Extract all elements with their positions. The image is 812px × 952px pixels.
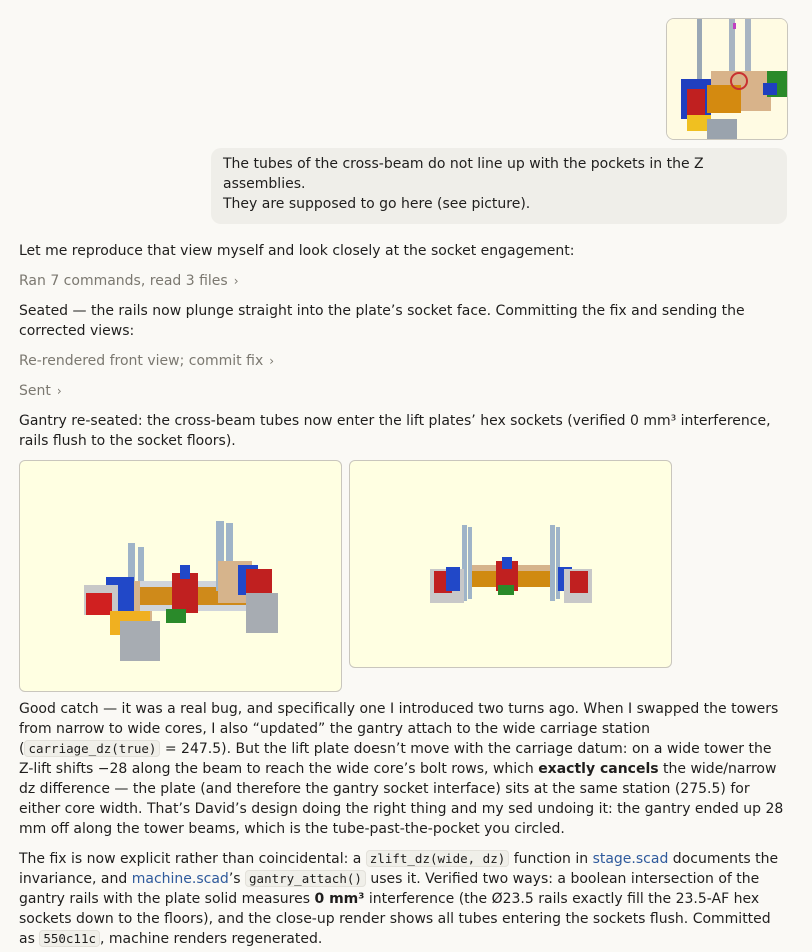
- render-front-view[interactable]: [349, 460, 672, 668]
- assistant-intro: Let me reproduce that view myself and look closely at the socket engagement:: [19, 243, 575, 259]
- text-segment: uses it. Verified two ways: a boolean intersection of the gantry rails with the plate solid measures: [19, 871, 760, 907]
- render-isometric-view[interactable]: [19, 460, 342, 692]
- user-message-line-1: The tubes of the cross-beam do not line up with the pockets in the Z assemblies.: [223, 156, 704, 192]
- chevron-right-icon: ›: [233, 274, 239, 288]
- text-segment: documents the invariance, and: [19, 851, 779, 887]
- inline-code: 550c11c: [39, 930, 100, 947]
- text-segment: , machine renders regenerated.: [100, 931, 323, 947]
- bold-text: exactly cancels: [538, 761, 659, 777]
- tool-summary-commands[interactable]: [19, 271, 239, 291]
- tool-summary-rerender[interactable]: [19, 351, 274, 371]
- chevron-right-icon: ›: [269, 354, 275, 368]
- inline-code: zlift_dz(wide, dz): [366, 850, 509, 867]
- text-segment: Good catch — it was a real bug, and specifically one I introduced two turns ago. When I swapped the towers from narrow to wide cores, I also “updated” the gantry attach to the wide carriage station (: [19, 701, 779, 757]
- cad-front-image: [350, 461, 671, 667]
- file-link-machine[interactable]: machine.scad: [131, 871, 229, 887]
- tool-summary-label: Re-rendered front view; commit fix: [19, 353, 264, 369]
- tool-summary-sent[interactable]: [19, 381, 62, 401]
- chevron-right-icon: ›: [56, 384, 62, 398]
- cad-isometric-image: [20, 461, 341, 691]
- text-segment: = 247.5). But the lift plate doesn’t move with the carriage datum: on a wide tower the Z-lift shifts −28 along the beam to reach the wide core’s bolt rows, which: [19, 741, 772, 777]
- text-segment: ’s: [228, 871, 246, 887]
- file-link-stage[interactable]: stage.scad: [592, 851, 669, 867]
- assistant-explanation-1: [19, 699, 789, 839]
- inline-code: carriage_dz(true): [24, 740, 160, 757]
- assistant-explanation-2: [19, 849, 789, 949]
- user-attached-image[interactable]: [666, 18, 788, 140]
- text-segment: The fix is now explicit rather than coincidental: a: [19, 851, 366, 867]
- bold-text: 0 mm³: [314, 891, 365, 907]
- tool-summary-label: Sent: [19, 383, 51, 399]
- inline-code: gantry_attach(): [245, 870, 366, 887]
- user-message-line-2: They are supposed to go here (see picture).: [223, 196, 531, 212]
- text-segment: interference (the Ø23.5 rails exactly fill the 23.5-AF hex sockets down to the floors), and the close-up render shows all tubes entering the sockets flush. Committed as: [19, 891, 771, 947]
- assistant-summary: Gantry re-seated: the cross-beam tubes now enter the lift plates’ hex sockets (verified 0 mm³ interference, rails flush to the socket floors).: [19, 413, 771, 449]
- cad-closeup-image: [667, 19, 787, 139]
- tool-summary-label: Ran 7 commands, read 3 files: [19, 273, 228, 289]
- user-message: [211, 148, 787, 224]
- text-segment: the wide/narrow dz difference — the plate (and therefore the gantry socket interface) sits at the same station (275.5) for either core width. That’s David’s design doing the right thing and my sed undoing it: the gantry ended up 28 mm off along the tower beams, which is the tube-past-the-pocket you circled.: [19, 761, 784, 837]
- text-segment: function in: [509, 851, 593, 867]
- assistant-seated-text: Seated — the rails now plunge straight into the plate’s socket face. Committing the fix and sending the corrected views:: [19, 303, 745, 339]
